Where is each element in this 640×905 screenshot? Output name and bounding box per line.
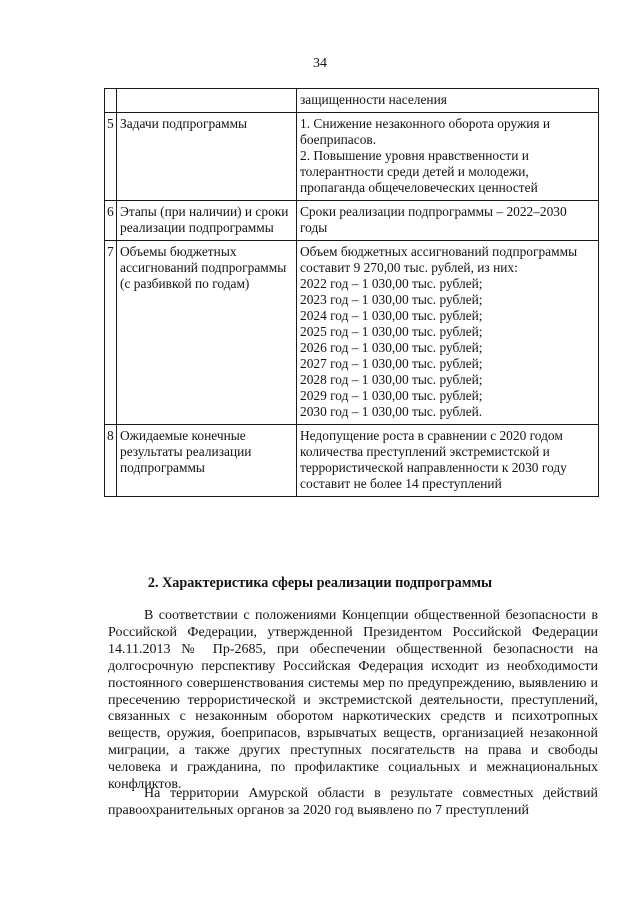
value-line: 2027 год – 1 030,00 тыс. рублей; <box>300 356 483 371</box>
value-line: 2. Повышение уровня нравственности и толерантности среди детей и молодежи, пропаганда общечеловеческих ценностей <box>300 148 538 195</box>
table-row <box>105 425 599 497</box>
body-paragraph <box>108 786 598 820</box>
value-line: 2024 год – 1 030,00 тыс. рублей; <box>300 308 483 323</box>
page-number: 34 <box>313 56 327 71</box>
table-row <box>105 113 599 201</box>
value-line: 2028 год – 1 030,00 тыс. рублей; <box>300 372 483 387</box>
row-number: 7 <box>105 241 117 425</box>
body-paragraph <box>108 608 598 794</box>
table-row <box>105 201 599 241</box>
row-label: Задачи подпрограммы <box>117 113 297 201</box>
value-line: защищенности населения <box>300 92 447 107</box>
row-number: 5 <box>105 113 117 201</box>
paragraph-text: В соответствии с положениями Концепции общественной безопасности в Российской Федерации, утвержденной Президентом Российской Федерации 14.11.2013 № Пр-2685, при обеспечении общественной безопасности на долгосрочную перспективу Российская Федерация исходит из необходимости постоянного совершенствования системы мер по предупреждению, выявлению и пресечению террористической и экстремистской деятельности, преступлений, связанных с незаконным оборотом наркотических средств и психотропных веществ, оружия, боеприпасов, взрывчатых веществ, организацией незаконной миграции, а также других преступных посягательств на права и свободы человека и гражданина, по профилактике социальных и межнациональных конфликтов. <box>108 608 598 793</box>
section-heading: 2. Характеристика сферы реализации подпрограммы <box>147 575 493 591</box>
value-line: 2030 год – 1 030,00 тыс. рублей. <box>300 404 483 419</box>
row-value <box>297 201 599 241</box>
row-number: 8 <box>105 425 117 497</box>
value-line: Объем бюджетных ассигнований подпрограммы составит 9 270,00 тыс. рублей, из них: <box>300 244 578 275</box>
value-line: 2023 год – 1 030,00 тыс. рублей; <box>300 292 483 307</box>
row-label: Объемы бюджетных ассигнований подпрограммы (с разбивкой по годам) <box>117 241 297 425</box>
value-line: 2029 год – 1 030,00 тыс. рублей; <box>300 388 483 403</box>
value-line: 1. Снижение незаконного оборота оружия и боеприпасов. <box>300 116 551 147</box>
table-row <box>105 241 599 425</box>
row-value <box>297 89 599 113</box>
paragraph-text: На территории Амурской области в результате совместных действий правоохранительных органов за 2020 год выявлено по 7 преступлений <box>108 786 598 818</box>
row-number <box>105 89 117 113</box>
value-line: 2025 год – 1 030,00 тыс. рублей; <box>300 324 483 339</box>
subprogram-passport-table <box>104 88 599 497</box>
value-line: Сроки реализации подпрограммы – 2022–2030 годы <box>300 204 567 235</box>
row-number: 6 <box>105 201 117 241</box>
value-line: 2022 год – 1 030,00 тыс. рублей; <box>300 276 483 291</box>
row-value <box>297 425 599 497</box>
table-row <box>105 89 599 113</box>
value-line: Недопущение роста в сравнении с 2020 годом количества преступлений экстремистской и террористической направленности к 2030 году составит не более 14 преступлений <box>300 428 567 491</box>
row-label: Этапы (при наличии) и сроки реализации подпрограммы <box>117 201 297 241</box>
row-label: Ожидаемые конечные результаты реализации подпрограммы <box>117 425 297 497</box>
row-value <box>297 113 599 201</box>
row-value <box>297 241 599 425</box>
value-line: 2026 год – 1 030,00 тыс. рублей; <box>300 340 483 355</box>
row-label <box>117 89 297 113</box>
